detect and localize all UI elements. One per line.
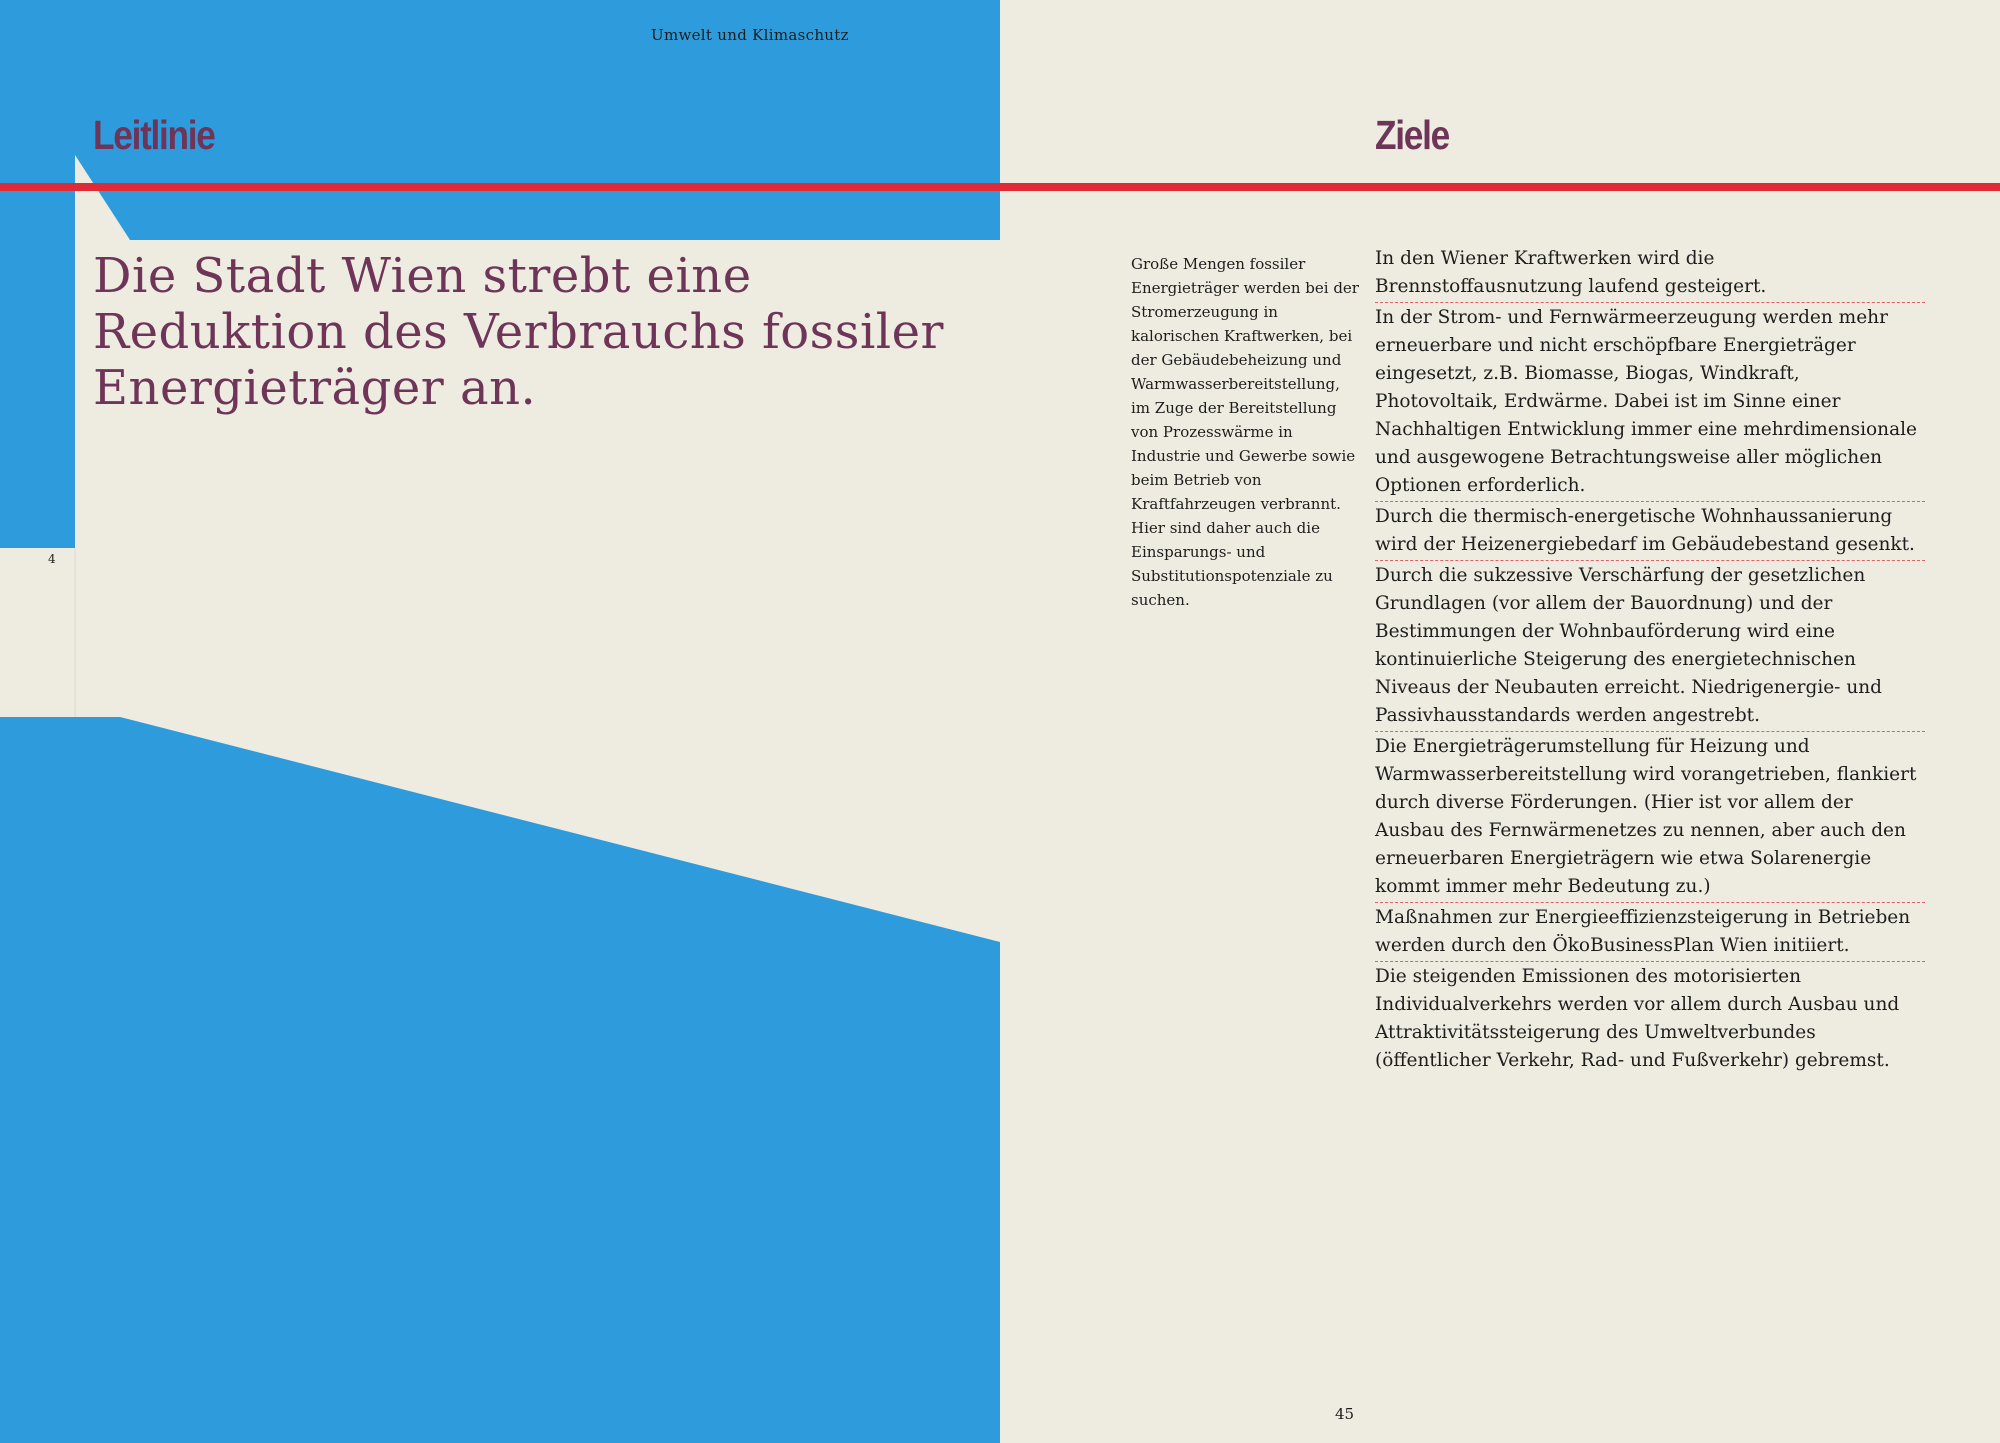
goal-item: Die steigenden Emissionen des motorisierten Individualverkehrs werden vor allem durch Ausbau und Attraktivitätssteigerung des Umweltverbundes (öffentlicher Verkehr, Rad- und Fußverkehr) gebremst.: [1375, 966, 1900, 1071]
sidebar-text: Große Mengen fossiler Energieträger werden bei der Stromerzeugung in kalorischen Kraftwerken, bei der Gebäudebeheizung und Warmwasserbereitstellung, im Zuge der Bereitstellung von Prozesswärme in Industrie und Gewerbe sowie beim Betrieb von Kraftfahrzeugen verbrannt. Hier sind daher auch die Einsparungs- und Substitutionspotenziale zu suchen.: [1131, 255, 1359, 609]
running-head: Umwelt und Klimaschutz: [651, 26, 849, 44]
goal-item: Maßnahmen zur Energieeffizienzsteigerung in Betrieben werden durch den ÖkoBusinessPlan Wien initiiert.: [1375, 904, 1925, 962]
red-rule: [0, 183, 2000, 191]
goal-item: Durch die sukzessive Verschärfung der gesetzlichen Grundlagen (vor allem der Bauordnung) und der Bestimmungen der Wohnbauförderung wird eine kontinuierliche Steigerung des energietechnischen Niveaus der Neubauten erreicht. Niedrigenergie- und Passivhausstandards werden angestrebt.: [1375, 562, 1925, 732]
page-number-right: 45: [1335, 1405, 1355, 1423]
leitlinie-title: Leitlinie: [93, 112, 215, 158]
goal-item: In der Strom- und Fernwärmeerzeugung werden mehr erneuerbare und nicht erschöpfbare Energieträger eingesetzt, z.B. Biomasse, Biogas, Windkraft, Photovoltaik, Erdwärme. Dabei ist im Sinne einer Nachhaltigen Entwicklung immer eine mehrdimensionale und ausgewogene Betrachtungsweise aller möglichen Optionen erforderlich.: [1375, 304, 1925, 502]
goal-item: Die Energieträgerumstellung für Heizung und Warmwasserbereitstellung wird vorangetrieben, flankiert durch diverse Förderungen. (Hier ist vor allem der Ausbau des Fernwärmenetzes zu nennen, aber auch den erneuerbaren Energieträgern wie etwa Solarenergie kommt immer mehr Bedeutung zu.): [1375, 733, 1925, 903]
goal-item: Durch die thermisch-energetische Wohnhaussanierung wird der Heizenergiebedarf im Gebäudebestand gesenkt.: [1375, 503, 1925, 561]
goal-item: In den Wiener Kraftwerken wird die Brennstoffausnutzung laufend gesteigert.: [1375, 245, 1925, 303]
goals-list: [1375, 245, 1925, 1077]
page-number-left: 4: [48, 552, 56, 566]
ziele-title: Ziele: [1375, 112, 1449, 158]
headline: Die Stadt Wien strebt eine Reduktion des Verbrauchs fossiler Energieträger an.: [93, 248, 944, 416]
